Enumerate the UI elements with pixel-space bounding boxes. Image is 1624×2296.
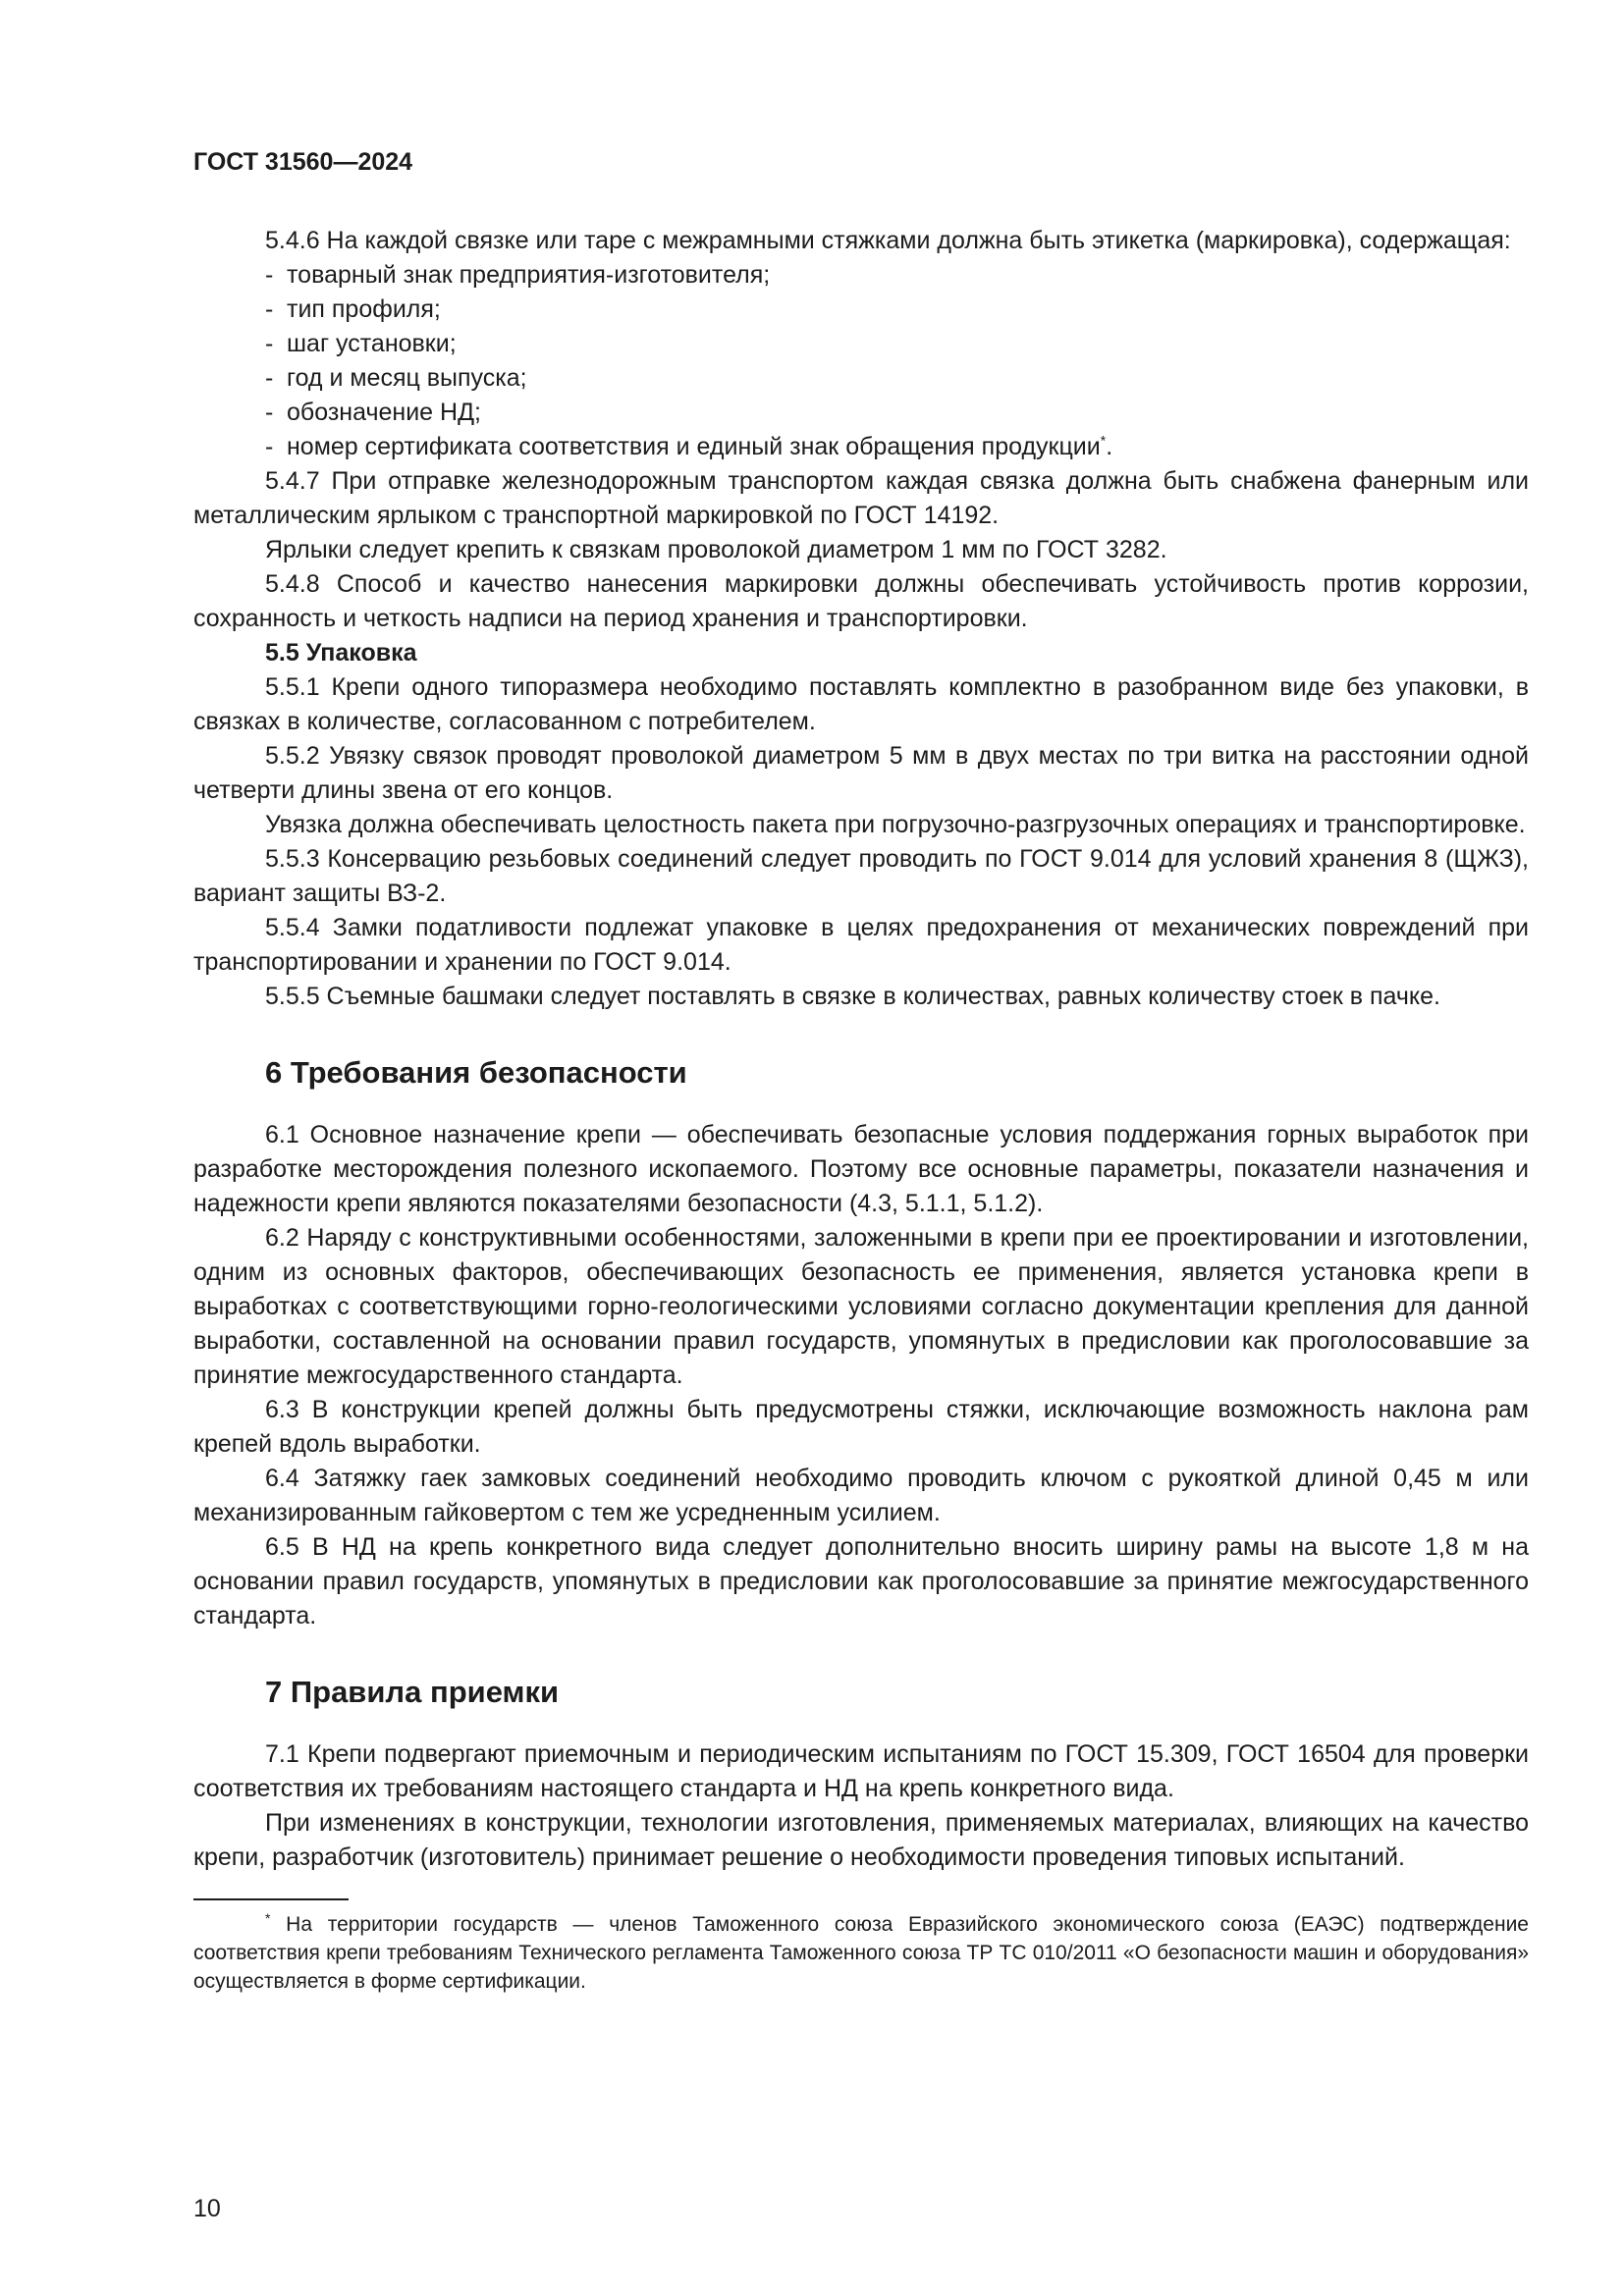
footnote-reference: * xyxy=(1100,432,1107,449)
list-item xyxy=(265,293,1529,327)
list-item xyxy=(265,258,1529,293)
list-item-text: товарный знак предприятия-изготовителя; xyxy=(287,261,771,289)
list-dash: - xyxy=(265,399,274,426)
list-dash: - xyxy=(265,364,274,392)
footnote-divider xyxy=(193,1898,349,1900)
paragraph-5-4-7: 5.4.7 При отправке железнодорожным транспортом каждая связка должна быть снабжена фанерным или металлическим ярлыком с транспортной маркировкой по ГОСТ 14192. xyxy=(193,467,1529,529)
paragraph-6-1: 6.1 Основное назначение крепи — обеспечивать безопасные условия поддержания горных выработок при разработке месторождения полезного ископаемого. Поэтому все основные параметры, показатели назначения и надежности крепи являются показателями безопасности (4.3, 5.1.1, 5.1.2). xyxy=(193,1121,1529,1217)
footnote-text: На территории государств — членов Таможенного союза Евразийского экономического союза (ЕАЭС) подтверждение соответствия крепи требованиям Технического регламента Таможенного союза ТР ТС 010/2011 «О безопасности машин и оборудования» осуществляется в форме сертификации. xyxy=(193,1913,1529,1993)
footnote xyxy=(193,1910,1529,1996)
paragraph-6-5: 6.5 В НД на крепь конкретного вида следует дополнительно вносить ширину рамы на высоте 1,8 м на основании правил государств, упомянутых в предисловии как проголосовавшие за принятие межгосударственного стандарта. xyxy=(193,1533,1529,1629)
document-page xyxy=(193,147,1529,1996)
paragraph-6-2: 6.2 Наряду с конструктивными особенностями, заложенными в крепи при ее проектировании и изготовлении, одним из основных факторов, обеспечивающих безопасность ее применения, является установка крепи в выработках с соответствующими горно-геологическими условиями согласно документации крепления для данной выработки, составленной на основании правил государств, упомянутых в предисловии как проголосовавшие за принятие межгосударственного стандарта. xyxy=(193,1224,1529,1389)
paragraph-5-5-1: 5.5.1 Крепи одного типоразмера необходимо поставлять комплектно в разобранном виде без упаковки, в связках в количестве, согласованном с потребителем. xyxy=(193,673,1529,735)
list-dash: - xyxy=(265,261,274,289)
page-number: 10 xyxy=(193,2195,221,2222)
list-item-end: . xyxy=(1106,433,1113,460)
paragraph-5-5-5: 5.5.5 Съемные башмаки следует поставлять в связке в количествах, равных количеству стоек в пачке. xyxy=(265,983,1440,1010)
list-item xyxy=(265,361,1529,396)
list-dash: - xyxy=(265,295,274,323)
list-dash: - xyxy=(265,330,274,357)
paragraph-5-5-4: 5.5.4 Замки податливости подлежат упаковке в целях предохранения от механических повреждений при транспортировании и хранении по ГОСТ 9.014. xyxy=(193,914,1529,976)
label-contents-list xyxy=(193,258,1529,464)
section-heading-6: 6 Требования безопасности xyxy=(265,1055,687,1090)
list-item xyxy=(265,430,1529,464)
footnote-mark: * xyxy=(265,1910,271,1926)
list-item-text: тип профиля; xyxy=(287,295,441,323)
list-item-text: год и месяц выпуска; xyxy=(287,364,527,392)
paragraph-7-1: 7.1 Крепи подвергают приемочным и периодическим испытаниям по ГОСТ 15.309, ГОСТ 16504 для проверки соответствия их требованиям настоящего стандарта и НД на крепь конкретного вида. xyxy=(193,1740,1529,1802)
section-heading-7: 7 Правила приемки xyxy=(265,1675,560,1709)
list-dash: - xyxy=(265,433,274,460)
paragraph-5-4-6: 5.4.6 На каждой связке или таре с межрамными стяжками должна быть этикетка (маркировка), содержащая: xyxy=(265,227,1511,254)
paragraph-5-5-2: 5.5.2 Увязку связок проводят проволокой диаметром 5 мм в двух местах по три витка на расстоянии одной четверти длины звена от его концов. xyxy=(193,742,1529,804)
document-header: ГОСТ 31560—2024 xyxy=(193,148,413,176)
paragraph-5-4-8: 5.4.8 Способ и качество нанесения маркировки должны обеспечивать устойчивость против коррозии, сохранность и четкость надписи на период хранения и транспортировки. xyxy=(193,570,1529,632)
paragraph-5-4-7-note: Ярлыки следует крепить к связкам проволокой диаметром 1 мм по ГОСТ 3282. xyxy=(265,536,1167,563)
paragraph-6-4: 6.4 Затяжку гаек замковых соединений необходимо проводить ключом с рукояткой длиной 0,45 м или механизированным гайковертом с тем же усредненным усилием. xyxy=(193,1465,1529,1526)
list-item-text: обозначение НД; xyxy=(287,399,481,426)
list-item-text: номер сертификата соответствия и единый знак обращения продукции xyxy=(287,433,1101,460)
paragraph-5-5-3: 5.5.3 Консервацию резьбовых соединений следует проводить по ГОСТ 9.014 для условий хранения 8 (ЩЖЗ), вариант защиты ВЗ-2. xyxy=(193,845,1529,907)
list-item-text: шаг установки; xyxy=(287,330,457,357)
subsection-heading-5-5: 5.5 Упаковка xyxy=(265,639,417,667)
paragraph-5-5-2-note: Увязка должна обеспечивать целостность пакета при погрузочно-разгрузочных операциях и транспортировке. xyxy=(265,811,1526,838)
paragraph-6-3: 6.3 В конструкции крепей должны быть предусмотрены стяжки, исключающие возможность наклона рам крепей вдоль выработки. xyxy=(193,1396,1529,1458)
paragraph-7-1-note: При изменениях в конструкции, технологии изготовления, применяемых материалах, влияющих на качество крепи, разработчик (изготовитель) принимает решение о необходимости проведения типовых испытаний. xyxy=(193,1809,1529,1871)
list-item xyxy=(265,396,1529,430)
list-item xyxy=(265,327,1529,361)
